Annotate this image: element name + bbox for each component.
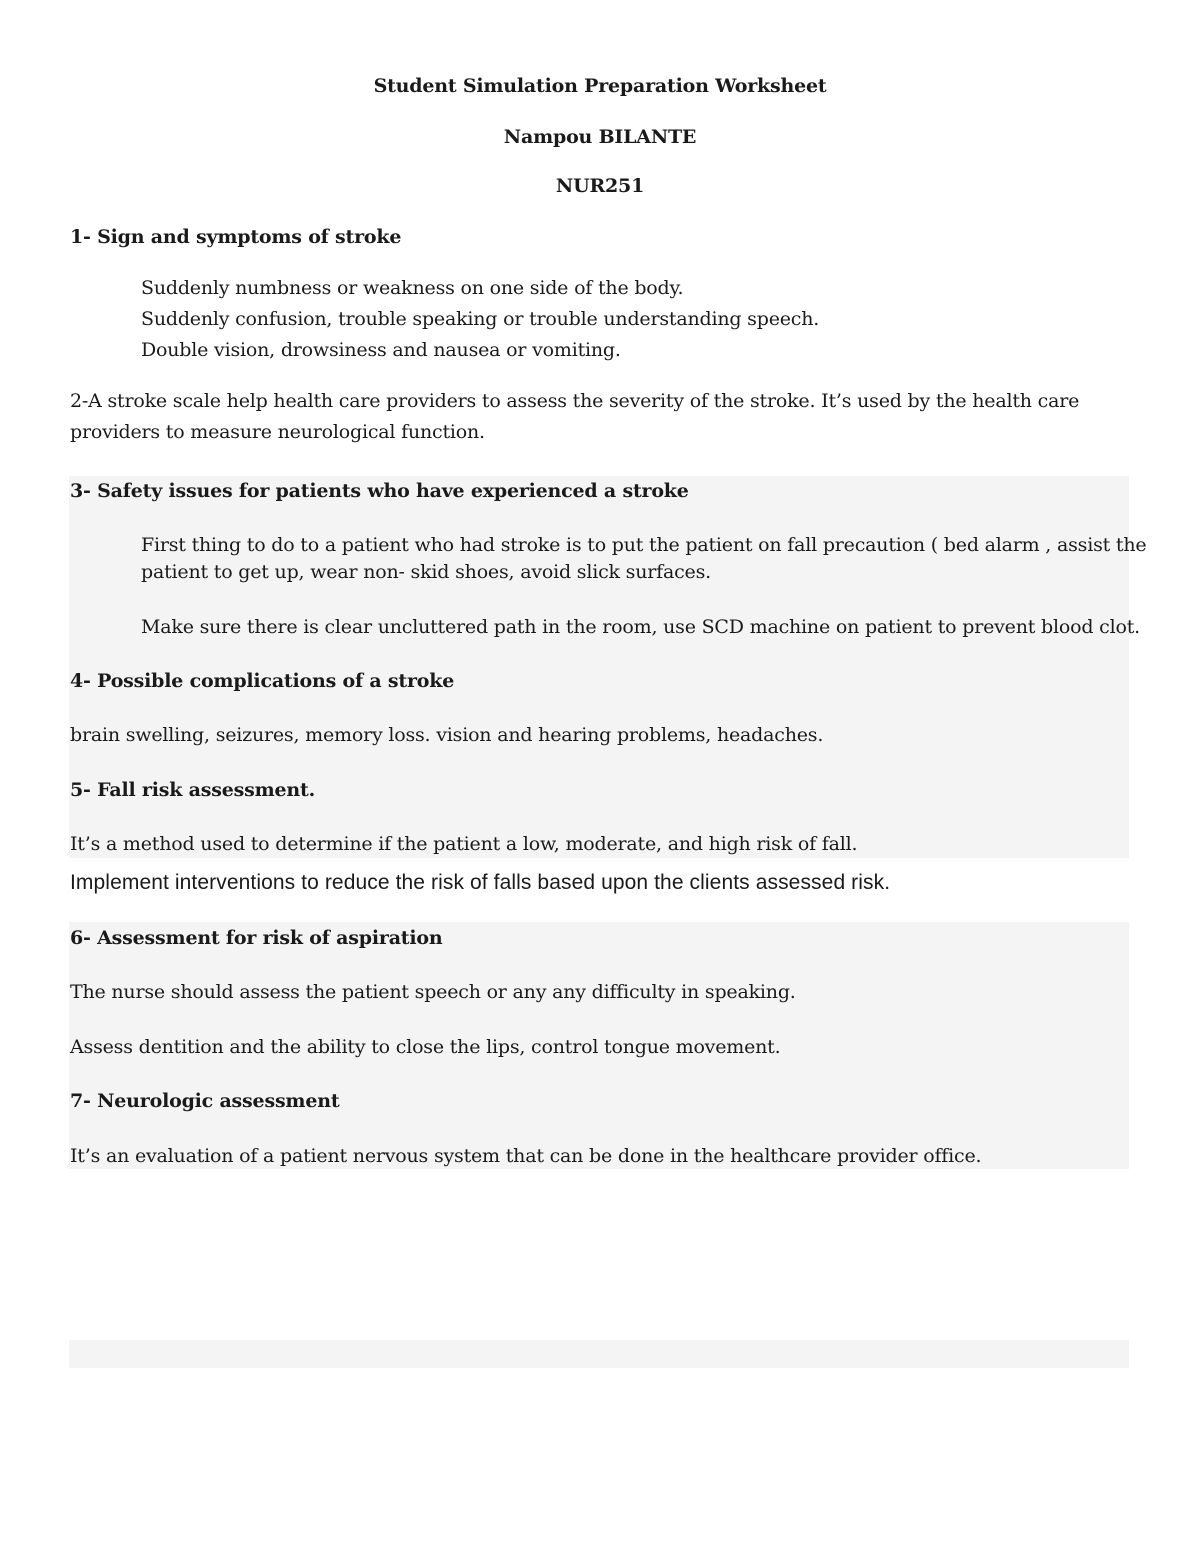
paragraph-clear-path: Make sure there is clear uncluttered path in the room, use SCD machine on patient to prevent blood clot. <box>141 616 1140 638</box>
section-heading-aspiration: 6- Assessment for risk of aspiration <box>70 927 443 949</box>
paragraph-assess-dentition: Assess dentition and the ability to close the lips, control tongue movement. <box>70 1036 781 1058</box>
course-code: NUR251 <box>555 175 645 197</box>
document-title: Student Simulation Preparation Worksheet <box>373 75 827 97</box>
paragraph-complications: brain swelling, seizures, memory loss. vision and hearing problems, headaches. <box>70 724 824 746</box>
section-heading-complications: 4- Possible complications of a stroke <box>70 670 455 692</box>
list-item: Suddenly confusion, trouble speaking or trouble understanding speech. <box>141 308 820 330</box>
paragraph-fall-precaution-line: patient to get up, wear non- skid shoes, avoid slick surfaces. <box>141 561 711 583</box>
paragraph-fall-risk: It’s a method used to determine if the patient a low, moderate, and high risk of fall. <box>70 833 858 855</box>
section-heading-safety-issues: 3- Safety issues for patients who have experienced a stroke <box>70 480 689 502</box>
shaded-block-empty <box>69 1340 1129 1368</box>
list-item: Suddenly numbness or weakness on one side of the body. <box>141 277 684 299</box>
section-heading-signs-symptoms: 1- Sign and symptoms of stroke <box>70 226 402 248</box>
paragraph-stroke-scale-line: providers to measure neurological function. <box>70 421 485 443</box>
paragraph-fall-precaution-line: First thing to do to a patient who had stroke is to put the patient on fall precaution ( bed alarm , assist the <box>141 534 1147 556</box>
section-heading-fall-risk: 5- Fall risk assessment. <box>70 779 316 801</box>
paragraph-assess-speech: The nurse should assess the patient speech or any any difficulty in speaking. <box>70 981 796 1003</box>
paragraph-neurologic: It’s an evaluation of a patient nervous system that can be done in the healthcare provider office. <box>70 1145 982 1167</box>
paragraph-stroke-scale-line: 2-A stroke scale help health care providers to assess the severity of the stroke. It’s used by the health care <box>70 390 1080 412</box>
paragraph-fall-interventions: Implement interventions to reduce the risk of falls based upon the clients assessed risk. <box>70 871 891 894</box>
student-name: Nampou BILANTE <box>503 126 697 148</box>
list-item: Double vision, drowsiness and nausea or vomiting. <box>141 339 621 361</box>
section-heading-neurologic: 7- Neurologic assessment <box>70 1090 340 1112</box>
